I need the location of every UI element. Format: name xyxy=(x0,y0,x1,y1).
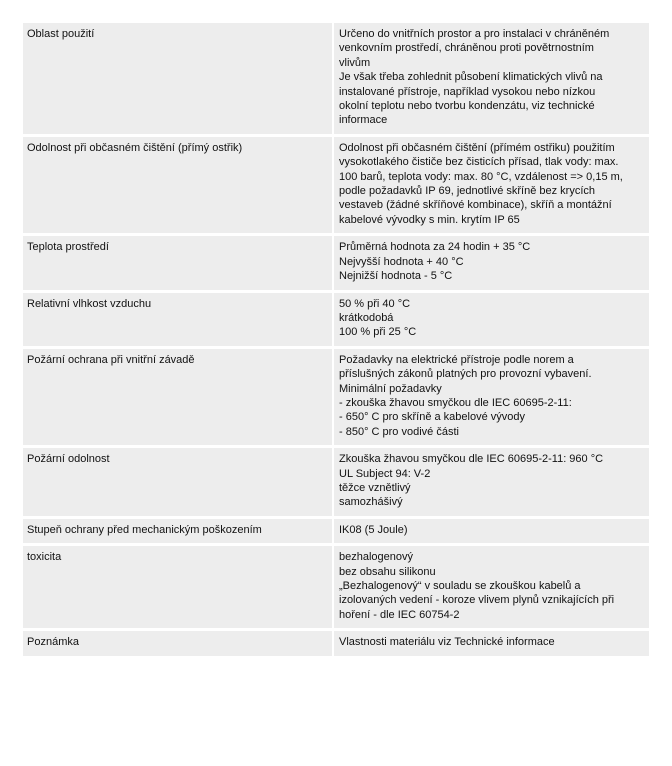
spec-label: toxicita xyxy=(23,546,332,628)
spec-value-line: těžce vznětlivý xyxy=(339,481,411,494)
spec-value-line: příslušných zákonů platných pro provozní vybavení. xyxy=(339,368,592,381)
spec-value-line: venkovním prostředí, chráněnou proti povětrnostním xyxy=(339,42,594,55)
spec-value xyxy=(334,236,649,289)
spec-value-line: okolní teplotu nebo tvorbu kondenzátu, viz technické xyxy=(339,100,595,113)
spec-value-line: vlivům xyxy=(339,56,371,69)
spec-value-line: hoření - dle IEC 60754-2 xyxy=(339,608,460,621)
spec-value-line: podle požadavků IP 69, jednotlivé skříně bez krycích xyxy=(339,185,596,198)
spec-value-line: Minimální požadavky xyxy=(339,382,442,395)
spec-value-line: - zkouška žhavou smyčkou dle IEC 60695-2-11: xyxy=(339,396,572,409)
spec-value-line: samozhášivý xyxy=(339,496,403,509)
spec-label: Oblast použití xyxy=(23,23,332,134)
spec-label: Poznámka xyxy=(23,631,332,655)
spec-value xyxy=(334,631,649,655)
spec-table xyxy=(23,23,649,659)
spec-value-line: UL Subject 94: V-2 xyxy=(339,467,431,480)
spec-label: Požární odolnost xyxy=(23,448,332,516)
spec-value-line: bezhalogenový xyxy=(339,551,414,564)
spec-value-line: Požadavky na elektrické přístroje podle norem a xyxy=(339,353,574,366)
spec-label: Požární ochrana při vnitřní závadě xyxy=(23,349,332,445)
spec-value-line: vysokotlakého čističe bez čisticích přísad, tlak vody: max. xyxy=(339,156,619,169)
spec-value-line: - 850° C pro vodivé části xyxy=(339,425,459,438)
spec-value-line: Určeno do vnitřních prostor a pro instalaci v chráněném xyxy=(339,28,610,40)
spec-row xyxy=(23,293,649,346)
spec-value-line: 50 % při 40 °C xyxy=(339,297,411,310)
spec-row xyxy=(23,349,649,445)
spec-value xyxy=(334,519,649,543)
spec-row xyxy=(23,546,649,628)
spec-value xyxy=(334,23,649,134)
spec-value-line: vestaveb (žádné skříňové kombinace), skříň a montážní xyxy=(339,199,612,212)
spec-row xyxy=(23,23,649,134)
spec-value xyxy=(334,349,649,445)
spec-value-line: Průměrná hodnota za 24 hodin + 35 °C xyxy=(339,241,531,254)
spec-value xyxy=(334,448,649,516)
spec-row xyxy=(23,448,649,516)
spec-value-line: IK08 (5 Joule) xyxy=(339,523,408,536)
spec-value-line: krátkodobá xyxy=(339,311,394,324)
spec-value-line: Zkouška žhavou smyčkou dle IEC 60695-2-11: 960 °C xyxy=(339,453,604,466)
spec-label: Relativní vlhkost vzduchu xyxy=(23,293,332,346)
spec-row xyxy=(23,519,649,543)
spec-label: Stupeň ochrany před mechanickým poškozením xyxy=(23,519,332,543)
spec-row xyxy=(23,631,649,655)
spec-value-line: Nejnižší hodnota - 5 °C xyxy=(339,270,453,283)
spec-row xyxy=(23,137,649,233)
spec-value-line: 100 barů, teplota vody: max. 80 °C, vzdálenost => 0,15 m, xyxy=(339,170,623,183)
spec-value-line: Vlastnosti materiálu viz Technické informace xyxy=(339,636,555,649)
spec-value-line: 100 % při 25 °C xyxy=(339,326,417,339)
spec-value-line: - 650° C pro skříně a kabelové vývody xyxy=(339,411,525,424)
spec-value-line: Je však třeba zohlednit působení klimatických vlivů na xyxy=(339,71,603,84)
spec-value-line: Odolnost při občasném čištění (přímém ostřiku) použitím xyxy=(339,141,615,154)
spec-label: Odolnost při občasném čištění (přímý ostřik) xyxy=(23,137,332,233)
spec-value-line: „Bezhalogenový“ v souladu se zkouškou kabelů a xyxy=(339,580,581,592)
spec-row xyxy=(23,236,649,289)
spec-value-line: izolovaných vedení - koroze vlivem plynů vznikajících při xyxy=(339,594,615,607)
spec-value-line: instalované přístroje, například vysokou nebo nízkou xyxy=(339,85,596,98)
spec-value-line: informace xyxy=(339,114,388,127)
spec-label: Teplota prostředí xyxy=(23,236,332,289)
spec-value xyxy=(334,137,649,233)
spec-value-line: Nejvyšší hodnota + 40 °C xyxy=(339,255,464,268)
spec-value-line: kabelové vývodky s min. krytím IP 65 xyxy=(339,213,520,226)
spec-value-line: bez obsahu silikonu xyxy=(339,565,436,578)
spec-value xyxy=(334,546,649,628)
spec-value xyxy=(334,293,649,346)
